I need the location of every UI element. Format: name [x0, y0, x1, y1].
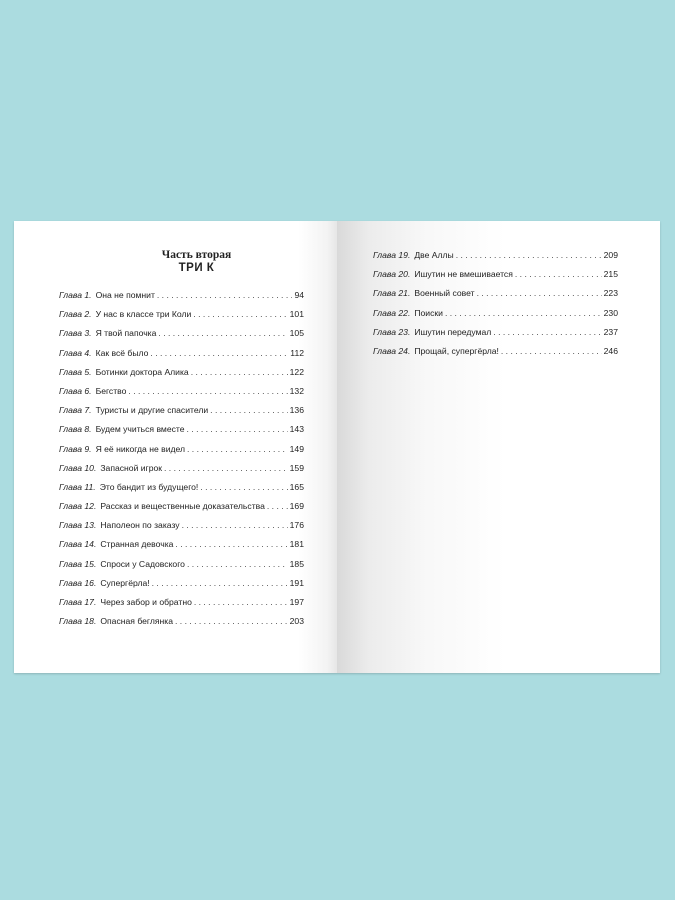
dot-leader: [187, 444, 288, 455]
dot-leader: [267, 501, 288, 512]
dot-leader: [150, 348, 288, 359]
chapter-title: Туристы и другие спасители: [95, 405, 209, 416]
toc-entry: [59, 290, 304, 309]
page-number: 223: [603, 288, 618, 299]
toc-entry: [373, 250, 618, 269]
dot-leader: [210, 405, 287, 416]
page-number: 246: [603, 345, 618, 356]
toc-entry: [373, 288, 618, 307]
chapter-title: Как всё было: [95, 347, 149, 358]
chapter-title: Супергёрла!: [100, 577, 150, 588]
chapter-label: Глава 10.: [59, 462, 97, 473]
page-number: 101: [289, 309, 304, 320]
chapter-title: Поиски: [414, 307, 443, 318]
toc-entry: [59, 463, 304, 482]
chapter-title: Ботинки доктора Алика: [95, 366, 189, 377]
chapter-title: Опасная беглянка: [100, 616, 174, 627]
chapter-title: Будем учиться вместе: [95, 424, 185, 435]
chapter-title: Рассказ и вещественные доказательства: [100, 501, 265, 512]
toc-entry: [59, 405, 304, 424]
chapter-label: Глава 16.: [59, 577, 97, 588]
dot-leader: [456, 250, 602, 261]
page-number: 143: [289, 424, 304, 435]
toc-entry: [59, 482, 304, 501]
toc-entry: [373, 308, 618, 327]
dot-leader: [182, 520, 288, 531]
page-number: 197: [289, 597, 304, 607]
page-number: 165: [289, 481, 304, 492]
chapter-title: Я твой папочка: [95, 328, 157, 339]
book-spread: [14, 221, 660, 673]
page-number: 122: [289, 366, 304, 377]
toc-entry: [59, 367, 304, 386]
chapter-title: Наполеон по заказу: [100, 520, 180, 531]
toc-entry: [59, 348, 304, 367]
chapter-label: Глава 13.: [59, 520, 97, 531]
page-number: 159: [289, 462, 304, 473]
dot-leader: [175, 539, 287, 550]
dot-leader: [175, 616, 288, 627]
toc-entry: [59, 424, 304, 443]
page-number: 209: [603, 250, 618, 260]
page-number: 149: [289, 443, 304, 454]
page-number: 169: [289, 501, 304, 512]
page-number: 112: [290, 347, 304, 358]
chapter-label: Глава 15.: [59, 558, 97, 569]
toc-entry: [59, 578, 304, 597]
toc-entry: [59, 520, 304, 539]
chapter-title: Странная девочка: [100, 539, 174, 550]
toc-entry: [373, 269, 618, 288]
part-title: Часть вторая: [161, 249, 232, 261]
dot-leader: [200, 482, 287, 493]
toc-entry: [373, 327, 618, 346]
chapter-label: Глава 2.: [59, 309, 92, 320]
chapter-title: Прощай, супергёрла!: [414, 345, 499, 356]
dot-leader: [187, 559, 288, 570]
chapter-label: Глава 21.: [373, 288, 411, 299]
toc-entry: [59, 328, 304, 347]
dot-leader: [191, 367, 288, 378]
dot-leader: [477, 288, 602, 299]
toc-entry: [59, 597, 304, 616]
table-of-contents-left: [59, 290, 304, 635]
dot-leader: [501, 346, 602, 357]
dot-leader: [128, 386, 287, 397]
dot-leader: [158, 328, 287, 339]
chapter-label: Глава 24.: [373, 345, 411, 356]
toc-entry: [59, 559, 304, 578]
page-number: 94: [294, 290, 304, 300]
left-page: [14, 221, 337, 673]
chapter-label: Глава 7.: [59, 405, 92, 416]
page-number: 215: [603, 269, 618, 280]
chapter-label: Глава 17.: [59, 597, 97, 607]
chapter-title: Две Аллы: [414, 250, 454, 260]
right-page: [337, 221, 660, 673]
chapter-title: Запасной игрок: [100, 462, 163, 473]
page-number: 203: [289, 616, 304, 627]
dot-leader: [157, 290, 293, 301]
page-number: 237: [603, 326, 618, 337]
chapter-label: Глава 4.: [59, 347, 92, 358]
dot-leader: [194, 597, 288, 608]
dot-leader: [187, 424, 288, 435]
dot-leader: [193, 309, 287, 320]
toc-entry: [59, 539, 304, 558]
toc-entry: [59, 386, 304, 405]
page-number: 136: [289, 405, 304, 416]
page-number: 176: [289, 520, 304, 531]
chapter-label: Глава 20.: [373, 269, 411, 280]
toc-entry: [373, 346, 618, 365]
chapter-title: Бегство: [95, 385, 127, 396]
chapter-label: Глава 9.: [59, 443, 92, 454]
page-number: 185: [289, 558, 304, 569]
chapter-title: Я её никогда не видел: [95, 443, 186, 454]
chapter-title: Военный совет: [414, 288, 475, 299]
page-number: 105: [289, 328, 304, 339]
chapter-label: Глава 5.: [59, 366, 92, 377]
dot-leader: [152, 578, 288, 589]
dot-leader: [445, 308, 602, 319]
dot-leader: [164, 463, 288, 474]
page-number: 191: [289, 577, 304, 588]
chapter-title: Спроси у Садовского: [100, 558, 185, 569]
dot-leader: [493, 327, 601, 338]
page-number: 132: [289, 385, 304, 396]
chapter-label: Глава 3.: [59, 328, 92, 339]
page-number: 230: [603, 307, 618, 318]
chapter-label: Глава 12.: [59, 501, 97, 512]
chapter-label: Глава 18.: [59, 616, 97, 627]
chapter-label: Глава 22.: [373, 307, 411, 318]
chapter-label: Глава 11.: [59, 481, 96, 492]
table-of-contents-right: [373, 250, 618, 365]
chapter-title: У нас в классе три Коли: [95, 309, 192, 320]
chapter-label: Глава 14.: [59, 539, 97, 550]
chapter-title: Ишутин передумал: [414, 326, 492, 337]
toc-entry: [59, 444, 304, 463]
chapter-title: Это бандит из будущего!: [99, 481, 199, 492]
toc-entry: [59, 616, 304, 635]
page-number: 181: [289, 539, 304, 550]
toc-entry: [59, 501, 304, 520]
chapter-label: Глава 19.: [373, 250, 411, 260]
chapter-label: Глава 23.: [373, 326, 411, 337]
chapter-title: Ишутин не вмешивается: [414, 269, 513, 280]
chapter-title: Она не помнит: [95, 290, 155, 300]
chapter-label: Глава 8.: [59, 424, 92, 435]
dot-leader: [515, 269, 602, 280]
chapter-title: Через забор и обратно: [100, 597, 192, 607]
chapter-label: Глава 1.: [59, 290, 92, 300]
chapter-label: Глава 6.: [59, 385, 92, 396]
part-heading: [74, 249, 319, 275]
part-subtitle: ТРИ К: [178, 262, 215, 274]
toc-entry: [59, 309, 304, 328]
